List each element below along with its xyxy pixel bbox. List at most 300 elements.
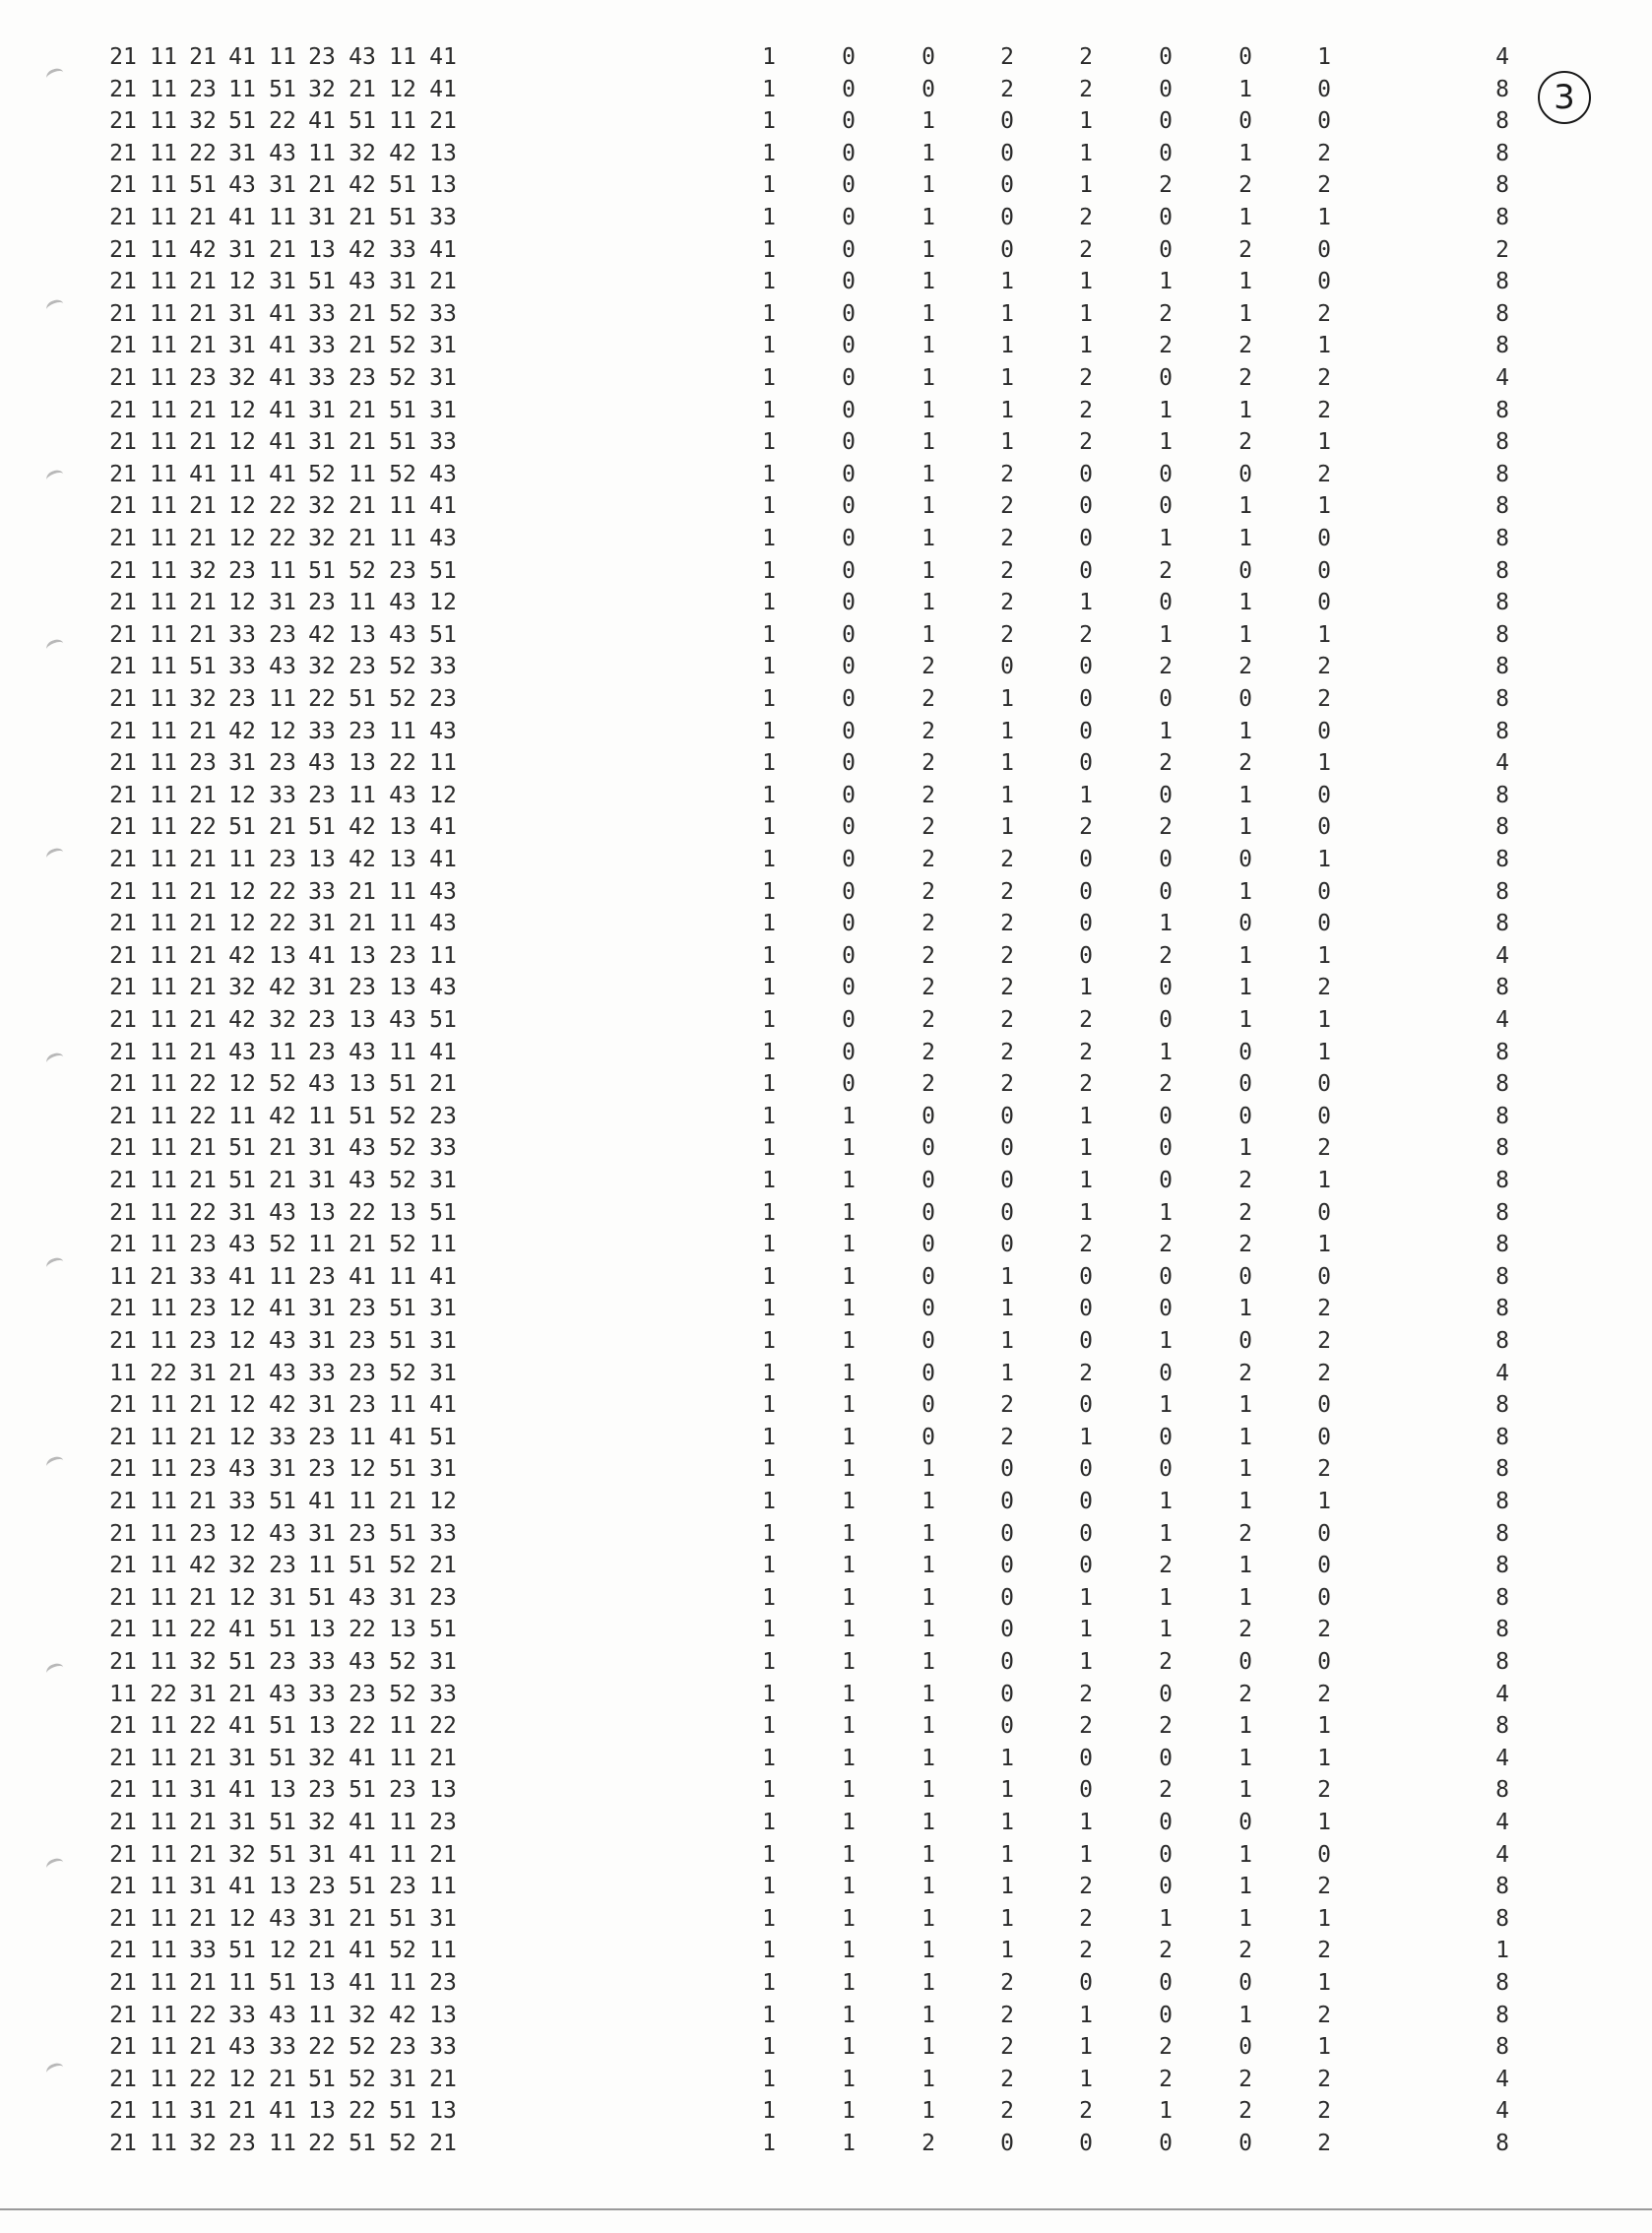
count-cell: 8	[1495, 300, 1509, 327]
digit-cell: 0	[1159, 140, 1173, 166]
digit-cell: 1	[1239, 621, 1252, 648]
digit-cell: 0	[1317, 1263, 1331, 1290]
count-cell: 8	[1495, 1424, 1509, 1450]
digit-cell: 1	[762, 1071, 776, 1098]
code-cell: 52	[389, 1360, 416, 1386]
code-cell: 41	[308, 108, 336, 135]
code-cell: 21	[109, 686, 137, 712]
digit-cell: 2	[1317, 300, 1331, 327]
code-cell: 51	[389, 1328, 416, 1354]
digit-cell: 1	[1159, 1199, 1173, 1226]
code-cell: 51	[189, 172, 217, 199]
digit-cell: 2	[1159, 300, 1173, 327]
code-cell: 31	[429, 333, 457, 359]
digit-cell: 0	[842, 718, 856, 744]
table-row	[0, 2032, 1652, 2064]
digit-cell: 2	[1079, 1232, 1093, 1258]
code-cell: 52	[349, 2066, 376, 2092]
digit-cell: 2	[1079, 621, 1093, 648]
table-row	[0, 75, 1652, 106]
digit-cell: 0	[1239, 1649, 1252, 1675]
code-cell: 41	[269, 429, 296, 456]
digit-cell: 0	[1239, 847, 1252, 872]
code-cell: 51	[389, 397, 416, 423]
code-cell: 51	[269, 1810, 296, 1835]
code-cell: 11	[389, 493, 416, 520]
count-cell: 8	[1495, 1874, 1509, 1900]
code-cell: 31	[308, 1296, 336, 1322]
digit-cell: 0	[1317, 108, 1331, 135]
digit-cell: 1	[762, 1232, 776, 1258]
digit-cell: 1	[1159, 911, 1173, 937]
code-cell: 41	[429, 44, 457, 70]
count-cell: 8	[1495, 1263, 1509, 1290]
code-cell: 51	[429, 621, 457, 648]
digit-cell: 2	[1317, 2066, 1331, 2092]
code-cell: 31	[228, 1199, 256, 1226]
code-cell: 21	[109, 718, 137, 744]
code-cell: 23	[308, 590, 336, 616]
code-cell: 11	[150, 1007, 177, 1033]
digit-cell: 1	[842, 1263, 856, 1290]
digit-cell: 1	[762, 878, 776, 905]
count-cell: 8	[1495, 1456, 1509, 1483]
code-cell: 11	[389, 718, 416, 744]
code-cell: 21	[109, 1841, 137, 1868]
digit-cell: 1	[842, 1810, 856, 1835]
count-cell: 8	[1495, 140, 1509, 166]
code-cell: 11	[150, 1617, 177, 1643]
code-cell: 42	[228, 718, 256, 744]
digit-cell: 1	[842, 1617, 856, 1643]
code-cell: 12	[228, 911, 256, 937]
digit-cell: 0	[1000, 140, 1014, 166]
code-cell: 11	[389, 1039, 416, 1065]
code-cell: 22	[308, 2034, 336, 2061]
code-cell: 43	[228, 2034, 256, 2061]
code-cell: 21	[109, 1039, 137, 1065]
digit-cell: 1	[1159, 1039, 1173, 1065]
digit-cell: 1	[842, 1681, 856, 1707]
code-cell: 23	[189, 1456, 217, 1483]
digit-cell: 1	[1239, 1392, 1252, 1419]
digit-cell: 1	[1239, 526, 1252, 551]
code-cell: 32	[228, 365, 256, 391]
digit-cell: 1	[842, 1392, 856, 1419]
code-cell: 11	[150, 590, 177, 616]
digit-cell: 2	[1317, 654, 1331, 680]
code-cell: 21	[429, 1553, 457, 1579]
digit-cell: 2	[1159, 2066, 1173, 2092]
digit-cell: 0	[1079, 1328, 1093, 1354]
count-cell: 8	[1495, 557, 1509, 584]
digit-cell: 1	[762, 1296, 776, 1322]
digit-cell: 0	[842, 205, 856, 230]
count-cell: 8	[1495, 397, 1509, 423]
table-row	[0, 1038, 1652, 1069]
code-cell: 52	[389, 1649, 416, 1675]
code-cell: 23	[349, 654, 376, 680]
code-cell: 21	[349, 493, 376, 520]
digit-cell: 0	[1079, 1296, 1093, 1322]
code-cell: 11	[150, 1456, 177, 1483]
digit-cell: 0	[1317, 1392, 1331, 1419]
code-cell: 41	[269, 365, 296, 391]
count-cell: 8	[1495, 878, 1509, 905]
code-cell: 12	[228, 2066, 256, 2092]
code-cell: 43	[389, 782, 416, 808]
code-cell: 21	[429, 108, 457, 135]
code-cell: 43	[429, 975, 457, 1001]
code-cell: 31	[269, 1456, 296, 1483]
code-cell: 21	[429, 269, 457, 295]
digit-cell: 0	[1000, 1232, 1014, 1258]
digit-cell: 0	[1317, 1199, 1331, 1226]
code-cell: 51	[429, 1007, 457, 1033]
code-cell: 52	[389, 365, 416, 391]
digit-cell: 2	[1079, 1713, 1093, 1740]
digit-cell: 2	[1000, 1970, 1014, 1996]
code-cell: 11	[349, 461, 376, 487]
code-cell: 21	[189, 1810, 217, 1835]
code-cell: 21	[109, 2066, 137, 2092]
digit-cell: 1	[1079, 1649, 1093, 1675]
code-cell: 41	[429, 236, 457, 263]
digit-cell: 0	[921, 1199, 935, 1226]
digit-cell: 1	[1079, 1810, 1093, 1835]
code-cell: 52	[349, 557, 376, 584]
digit-cell: 2	[1239, 1520, 1252, 1547]
code-cell: 41	[269, 333, 296, 359]
digit-cell: 1	[1239, 397, 1252, 423]
code-cell: 21	[349, 911, 376, 937]
code-cell: 23	[349, 365, 376, 391]
code-cell: 11	[150, 44, 177, 70]
code-cell: 33	[308, 878, 336, 905]
code-cell: 13	[389, 847, 416, 872]
code-cell: 12	[228, 493, 256, 520]
digit-cell: 1	[921, 172, 935, 199]
digit-cell: 1	[1159, 1489, 1173, 1514]
code-cell: 21	[189, 621, 217, 648]
code-cell: 21	[109, 269, 137, 295]
code-cell: 31	[308, 205, 336, 230]
count-cell: 4	[1495, 44, 1509, 70]
digit-cell: 0	[1239, 911, 1252, 937]
code-cell: 21	[389, 1489, 416, 1514]
code-cell: 31	[308, 1135, 336, 1162]
code-cell: 31	[228, 333, 256, 359]
digit-cell: 1	[762, 1617, 776, 1643]
digit-cell: 1	[1239, 1584, 1252, 1611]
code-cell: 11	[150, 140, 177, 166]
digit-cell: 2	[1317, 1938, 1331, 1964]
digit-cell: 0	[1239, 2131, 1252, 2156]
digit-cell: 2	[1000, 975, 1014, 1001]
code-cell: 43	[228, 1039, 256, 1065]
digit-cell: 2	[1159, 172, 1173, 199]
digit-cell: 0	[921, 76, 935, 102]
digit-cell: 0	[1159, 461, 1173, 487]
digit-cell: 2	[1239, 1199, 1252, 1226]
digit-cell: 1	[921, 493, 935, 520]
code-cell: 12	[228, 1328, 256, 1354]
digit-cell: 1	[1159, 526, 1173, 551]
code-cell: 41	[269, 461, 296, 487]
code-cell: 51	[429, 1424, 457, 1450]
code-cell: 22	[189, 1713, 217, 1740]
code-cell: 21	[109, 205, 137, 230]
code-cell: 21	[269, 236, 296, 263]
digit-cell: 2	[1000, 526, 1014, 551]
code-cell: 33	[228, 1489, 256, 1514]
code-cell: 21	[109, 333, 137, 359]
code-cell: 22	[308, 686, 336, 712]
code-cell: 43	[269, 1360, 296, 1386]
digit-cell: 2	[1239, 333, 1252, 359]
code-cell: 33	[308, 300, 336, 327]
code-cell: 51	[269, 1841, 296, 1868]
code-cell: 21	[189, 847, 217, 872]
code-cell: 31	[389, 269, 416, 295]
digit-cell: 0	[842, 557, 856, 584]
digit-cell: 2	[1079, 44, 1093, 70]
code-cell: 12	[429, 590, 457, 616]
code-cell: 23	[228, 2131, 256, 2156]
digit-cell: 0	[1159, 1007, 1173, 1033]
digit-cell: 0	[1317, 718, 1331, 744]
count-cell: 4	[1495, 1841, 1509, 1868]
code-cell: 21	[189, 1970, 217, 1996]
digit-cell: 1	[1079, 1168, 1093, 1193]
table-row	[0, 2065, 1652, 2096]
code-cell: 51	[228, 1938, 256, 1964]
digit-cell: 1	[762, 300, 776, 327]
count-cell: 8	[1495, 526, 1509, 551]
digit-cell: 0	[1079, 1553, 1093, 1579]
digit-cell: 2	[1000, 1071, 1014, 1098]
code-cell: 21	[269, 1168, 296, 1193]
count-cell: 8	[1495, 1232, 1509, 1258]
code-cell: 21	[308, 172, 336, 199]
code-cell: 21	[189, 1745, 217, 1771]
code-cell: 31	[429, 1456, 457, 1483]
code-cell: 21	[109, 814, 137, 841]
code-cell: 21	[109, 1713, 137, 1740]
count-cell: 8	[1495, 1584, 1509, 1611]
digit-cell: 1	[762, 1489, 776, 1514]
code-cell: 11	[349, 782, 376, 808]
code-cell: 11	[150, 2002, 177, 2028]
code-cell: 42	[349, 172, 376, 199]
code-cell: 11	[150, 1232, 177, 1258]
digit-cell: 0	[1239, 1071, 1252, 1098]
digit-cell: 1	[1317, 621, 1331, 648]
digit-cell: 1	[762, 205, 776, 230]
digit-cell: 0	[842, 654, 856, 680]
code-cell: 21	[349, 878, 376, 905]
digit-cell: 1	[1159, 718, 1173, 744]
digit-cell: 1	[1000, 718, 1014, 744]
digit-cell: 0	[1317, 1584, 1331, 1611]
digit-cell: 2	[1317, 1296, 1331, 1322]
code-cell: 43	[269, 140, 296, 166]
code-cell: 21	[189, 1168, 217, 1193]
table-row	[0, 652, 1652, 683]
digit-cell: 2	[1000, 1392, 1014, 1419]
code-cell: 11	[150, 1584, 177, 1611]
digit-cell: 1	[762, 654, 776, 680]
count-cell: 8	[1495, 1296, 1509, 1322]
digit-cell: 1	[762, 1424, 776, 1450]
table-row	[0, 267, 1652, 298]
code-cell: 12	[228, 269, 256, 295]
digit-cell: 2	[1159, 814, 1173, 841]
code-cell: 11	[308, 1553, 336, 1579]
digit-cell: 1	[921, 1489, 935, 1514]
code-cell: 43	[269, 1520, 296, 1547]
code-cell: 31	[228, 140, 256, 166]
digit-cell: 0	[1159, 1874, 1173, 1900]
count-cell: 8	[1495, 1520, 1509, 1547]
digit-cell: 2	[1159, 1071, 1173, 1098]
code-cell: 11	[429, 1232, 457, 1258]
code-cell: 21	[109, 1328, 137, 1354]
code-cell: 52	[389, 333, 416, 359]
digit-cell: 0	[1159, 1296, 1173, 1322]
digit-cell: 0	[1317, 269, 1331, 295]
code-cell: 32	[228, 1553, 256, 1579]
code-cell: 21	[189, 1039, 217, 1065]
code-cell: 11	[349, 1424, 376, 1450]
digit-cell: 2	[1000, 621, 1014, 648]
code-cell: 31	[429, 1360, 457, 1386]
code-cell: 41	[189, 461, 217, 487]
code-cell: 21	[349, 76, 376, 102]
digit-cell: 0	[1079, 1489, 1093, 1514]
digit-cell: 1	[1239, 269, 1252, 295]
digit-cell: 1	[762, 1841, 776, 1868]
code-cell: 51	[389, 1456, 416, 1483]
digit-cell: 1	[1317, 1039, 1331, 1065]
digit-cell: 2	[1239, 2098, 1252, 2125]
table-row	[0, 1487, 1652, 1518]
digit-cell: 1	[1239, 718, 1252, 744]
code-cell: 13	[389, 975, 416, 1001]
digit-cell: 1	[762, 493, 776, 520]
digit-cell: 0	[1079, 557, 1093, 584]
code-cell: 32	[308, 76, 336, 102]
digit-cell: 0	[1000, 1489, 1014, 1514]
digit-cell: 1	[1079, 269, 1093, 295]
code-cell: 11	[150, 269, 177, 295]
code-cell: 11	[150, 654, 177, 680]
digit-cell: 1	[1239, 1841, 1252, 1868]
count-cell: 8	[1495, 493, 1509, 520]
code-cell: 23	[189, 76, 217, 102]
code-cell: 11	[349, 590, 376, 616]
code-cell: 23	[189, 750, 217, 777]
digit-cell: 1	[762, 108, 776, 135]
digit-cell: 2	[1079, 205, 1093, 230]
code-cell: 13	[308, 1970, 336, 1996]
code-cell: 22	[349, 1199, 376, 1226]
digit-cell: 0	[842, 621, 856, 648]
code-cell: 32	[308, 1745, 336, 1771]
code-cell: 31	[429, 1649, 457, 1675]
digit-cell: 1	[762, 2131, 776, 2156]
code-cell: 21	[109, 782, 137, 808]
code-cell: 21	[109, 461, 137, 487]
code-cell: 51	[349, 1777, 376, 1804]
code-cell: 13	[389, 1617, 416, 1643]
code-cell: 21	[109, 942, 137, 969]
code-cell: 11	[150, 1713, 177, 1740]
code-cell: 11	[150, 461, 177, 487]
code-cell: 43	[349, 1135, 376, 1162]
digit-cell: 1	[921, 1456, 935, 1483]
code-cell: 51	[389, 1071, 416, 1098]
digit-cell: 0	[1317, 76, 1331, 102]
digit-cell: 2	[1239, 2066, 1252, 2092]
code-cell: 52	[349, 2034, 376, 2061]
count-cell: 8	[1495, 269, 1509, 295]
code-cell: 11	[228, 76, 256, 102]
code-cell: 33	[429, 300, 457, 327]
digit-cell: 2	[1317, 686, 1331, 712]
digit-cell: 1	[1239, 205, 1252, 230]
digit-cell: 1	[921, 300, 935, 327]
code-cell: 23	[308, 1039, 336, 1065]
digit-cell: 1	[762, 236, 776, 263]
code-cell: 22	[189, 2002, 217, 2028]
code-cell: 33	[429, 1520, 457, 1547]
digit-cell: 1	[1317, 1905, 1331, 1932]
digit-cell: 1	[1239, 1905, 1252, 1932]
code-cell: 42	[389, 2002, 416, 2028]
digit-cell: 2	[1159, 942, 1173, 969]
digit-cell: 1	[1000, 333, 1014, 359]
code-cell: 42	[189, 236, 217, 263]
code-cell: 11	[389, 44, 416, 70]
code-cell: 31	[429, 1296, 457, 1322]
digit-cell: 2	[1317, 2002, 1331, 2028]
code-cell: 42	[228, 1007, 256, 1033]
digit-cell: 2	[1317, 1777, 1331, 1804]
code-cell: 23	[269, 750, 296, 777]
digit-cell: 1	[921, 621, 935, 648]
count-cell: 4	[1495, 365, 1509, 391]
digit-cell: 1	[842, 1296, 856, 1322]
digit-cell: 1	[1159, 2098, 1173, 2125]
digit-cell: 1	[762, 2098, 776, 2125]
code-cell: 52	[389, 1681, 416, 1707]
table-row	[0, 1775, 1652, 1807]
code-cell: 21	[189, 269, 217, 295]
code-cell: 31	[308, 975, 336, 1001]
code-cell: 43	[349, 1168, 376, 1193]
digit-cell: 1	[1239, 1874, 1252, 1900]
count-cell: 8	[1495, 911, 1509, 937]
code-cell: 12	[389, 76, 416, 102]
code-cell: 42	[228, 942, 256, 969]
code-cell: 51	[308, 2066, 336, 2092]
code-cell: 11	[150, 108, 177, 135]
code-cell: 33	[389, 236, 416, 263]
code-cell: 13	[429, 2002, 457, 2028]
digit-cell: 1	[1079, 333, 1093, 359]
digit-cell: 0	[1317, 1103, 1331, 1129]
